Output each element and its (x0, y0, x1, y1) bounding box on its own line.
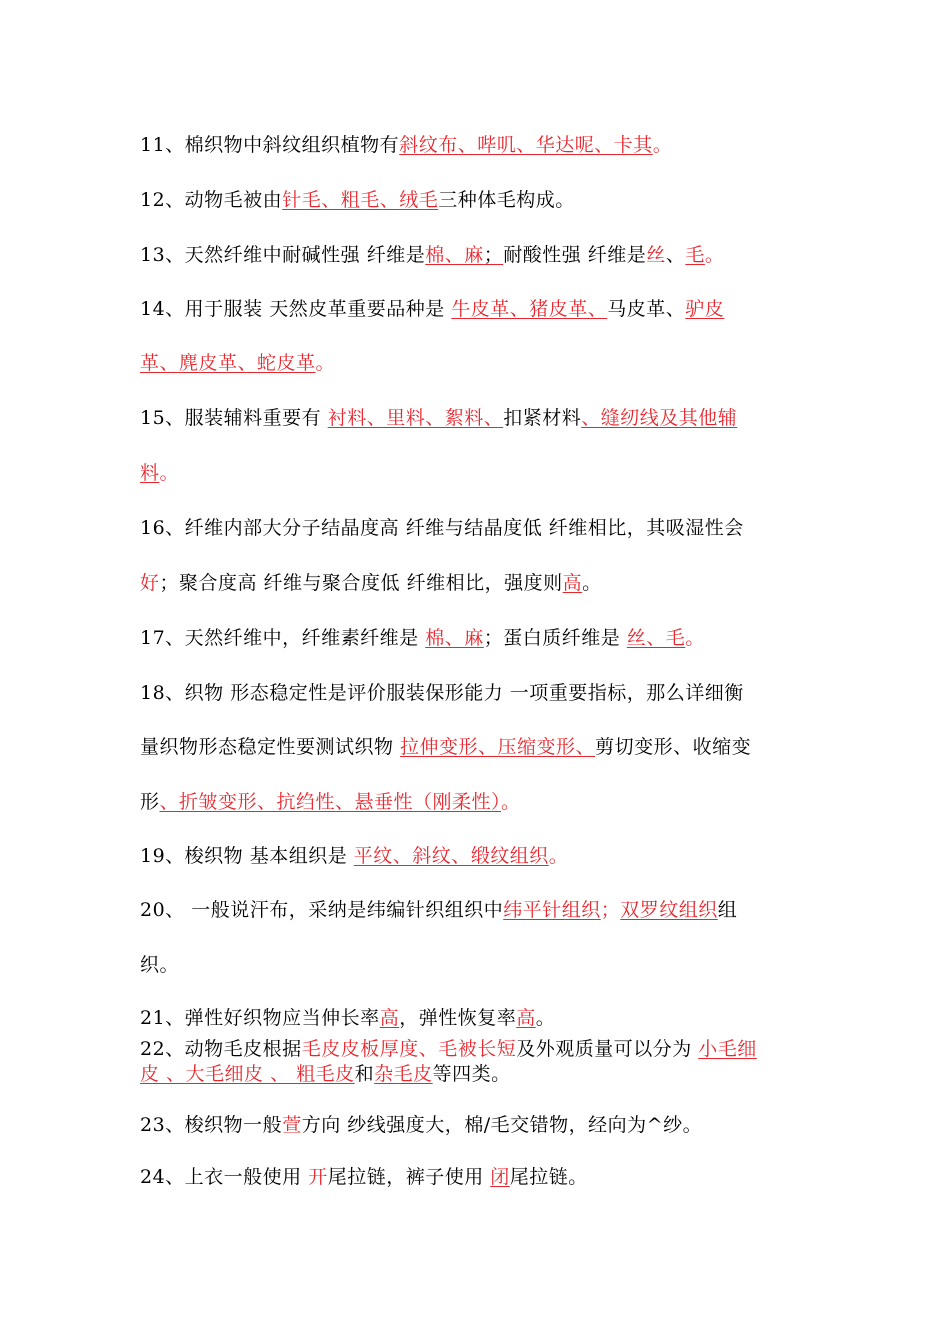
answer-text: ； (483, 244, 504, 266)
question-text: 和 (354, 1063, 375, 1085)
question-text: 方向 纱线强度大，棉/毛交错物，经向为^纱。 (301, 1114, 703, 1136)
answer-text: 牛皮革、猪皮革、 (451, 298, 608, 320)
question-text: 三种体毛构成。 (438, 189, 575, 211)
answer-text: 萱 (282, 1114, 302, 1136)
question-text: 尾拉链。 (509, 1166, 588, 1188)
answer-text: 、缝纫线及其他辅 (581, 407, 738, 429)
question-text: 19、梭织物 基本组织是 (140, 845, 354, 867)
question-13-line-1 (140, 243, 830, 267)
question-text: 尾拉链，裤子使用 (327, 1166, 491, 1188)
answer-text: 闭 (490, 1166, 510, 1188)
question-15-line-2 (140, 461, 830, 485)
question-text: 21、弹性好织物应当伸长率 (140, 1007, 380, 1029)
question-text: 。 (582, 572, 602, 594)
question-text: 18、织物 形态稳定性是评价服装保形能力 一项重要指标，那么详细衡 (140, 682, 744, 704)
question-text: 15、服装辅料重要有 (140, 407, 328, 429)
question-text: 织。 (140, 954, 180, 976)
answer-text: 平纹、斜纹、缎纹组织 (353, 845, 549, 867)
question-text: 11、棉织物中斜纹组织植物有 (140, 134, 400, 156)
question-text: 12、动物毛被由 (140, 189, 283, 211)
answer-text: 开 (308, 1166, 328, 1188)
question-text: 耐酸性强 纤维是 (503, 244, 647, 266)
answer-text: 针毛、粗毛、绒毛 (282, 189, 439, 211)
answer-text: 皮 、大毛细皮 、 粗毛皮 (140, 1063, 355, 1085)
answer-text: 毛皮皮板厚度、毛被长短 (301, 1038, 517, 1060)
question-text: ，弹性恢复率 (399, 1007, 517, 1029)
question-16-line-2 (140, 571, 830, 595)
answer-text: 拉伸变形、压缩变形、 (400, 736, 596, 758)
question-text: 形 (140, 791, 160, 813)
question-16-line-1 (140, 516, 830, 540)
question-text: 22、动物毛皮根据 (140, 1038, 302, 1060)
answer-text: 双罗纹组织 (620, 899, 718, 921)
answer-text: 。 (501, 791, 521, 813)
answer-text: 高 (516, 1007, 536, 1029)
question-18-line-3 (140, 790, 830, 814)
answer-text: 好 (140, 572, 160, 594)
question-text: 14、用于服装 天然皮革重要品种是 (140, 298, 452, 320)
question-12-line-1 (140, 188, 830, 212)
question-text: ；蛋白质纤维是 (483, 627, 627, 649)
question-text: 、 (665, 244, 686, 266)
question-22-line-2 (140, 1062, 830, 1086)
answer-text: 毛 (685, 244, 705, 266)
answer-text: 丝 (646, 244, 666, 266)
answer-text: 革、麂皮革、蛇皮革 (140, 352, 316, 374)
question-19-line-1 (140, 844, 830, 868)
question-14-line-1 (140, 297, 830, 321)
question-18-line-2 (140, 735, 830, 759)
question-11-line-1 (140, 133, 830, 157)
answer-text: 驴皮 (685, 298, 725, 320)
question-18-line-1 (140, 681, 830, 705)
answer-text: 。 (315, 352, 336, 374)
answer-text: 料 (140, 462, 160, 484)
answer-text: 高 (562, 572, 583, 594)
answer-text: 。 (652, 134, 673, 156)
question-text: 马皮革、 (607, 298, 686, 320)
question-22-line-1 (140, 1037, 830, 1061)
answer-text: 棉、麻 (425, 244, 484, 266)
answer-text: ； (600, 899, 621, 921)
answer-text: 、折皱变形、抗绉性、悬垂性（刚柔性） (159, 791, 502, 813)
answer-text: 。 (704, 244, 725, 266)
answer-text: 纬平针组织 (503, 899, 601, 921)
question-text: 20、 一般说汗布，采纳是纬编针织组织中 (140, 899, 504, 921)
question-20-line-2 (140, 953, 830, 977)
answer-text: 小毛细 (698, 1038, 757, 1060)
question-24-line-1 (140, 1165, 830, 1189)
question-text: 及外观质量可以分为 (516, 1038, 699, 1060)
answer-text: 高 (379, 1007, 400, 1029)
question-text: 13、天然纤维中耐碱性强 纤维是 (140, 244, 426, 266)
answer-text: 。 (548, 845, 569, 867)
question-text: 17、天然纤维中，纤维素纤维是 (140, 627, 426, 649)
question-text: 剪切变形、收缩变 (595, 736, 752, 758)
answer-text: 棉、麻 (425, 627, 484, 649)
question-text: 23、梭织物一般 (140, 1114, 283, 1136)
question-17-line-1 (140, 626, 830, 650)
question-text: ；聚合度高 纤维与聚合度低 纤维相比，强度则 (159, 572, 563, 594)
question-text: 扣紧材料 (503, 407, 582, 429)
question-text: 24、上衣一般使用 (140, 1166, 309, 1188)
question-23-line-1 (140, 1113, 830, 1137)
question-text: 组 (717, 899, 738, 921)
question-text: 量织物形态稳定性要测试织物 (140, 736, 401, 758)
answer-text: 。 (159, 462, 180, 484)
question-21-line-1 (140, 1006, 830, 1030)
question-text: 等四类。 (432, 1063, 511, 1085)
question-text: 。 (535, 1007, 556, 1029)
answer-text: 丝、毛 (626, 627, 686, 649)
answer-text: 斜纹布、哔叽、华达呢、卡其 (399, 134, 653, 156)
answer-text: 衬料、里料、絮料、 (327, 407, 504, 429)
answer-text: 。 (685, 627, 705, 649)
answer-text: 杂毛皮 (374, 1063, 433, 1085)
question-text: 16、纤维内部大分子结晶度高 纤维与结晶度低 纤维相比，其吸湿性会 (140, 517, 744, 539)
question-15-line-1 (140, 406, 830, 430)
question-14-line-2 (140, 351, 830, 375)
question-20-line-1 (140, 898, 830, 922)
